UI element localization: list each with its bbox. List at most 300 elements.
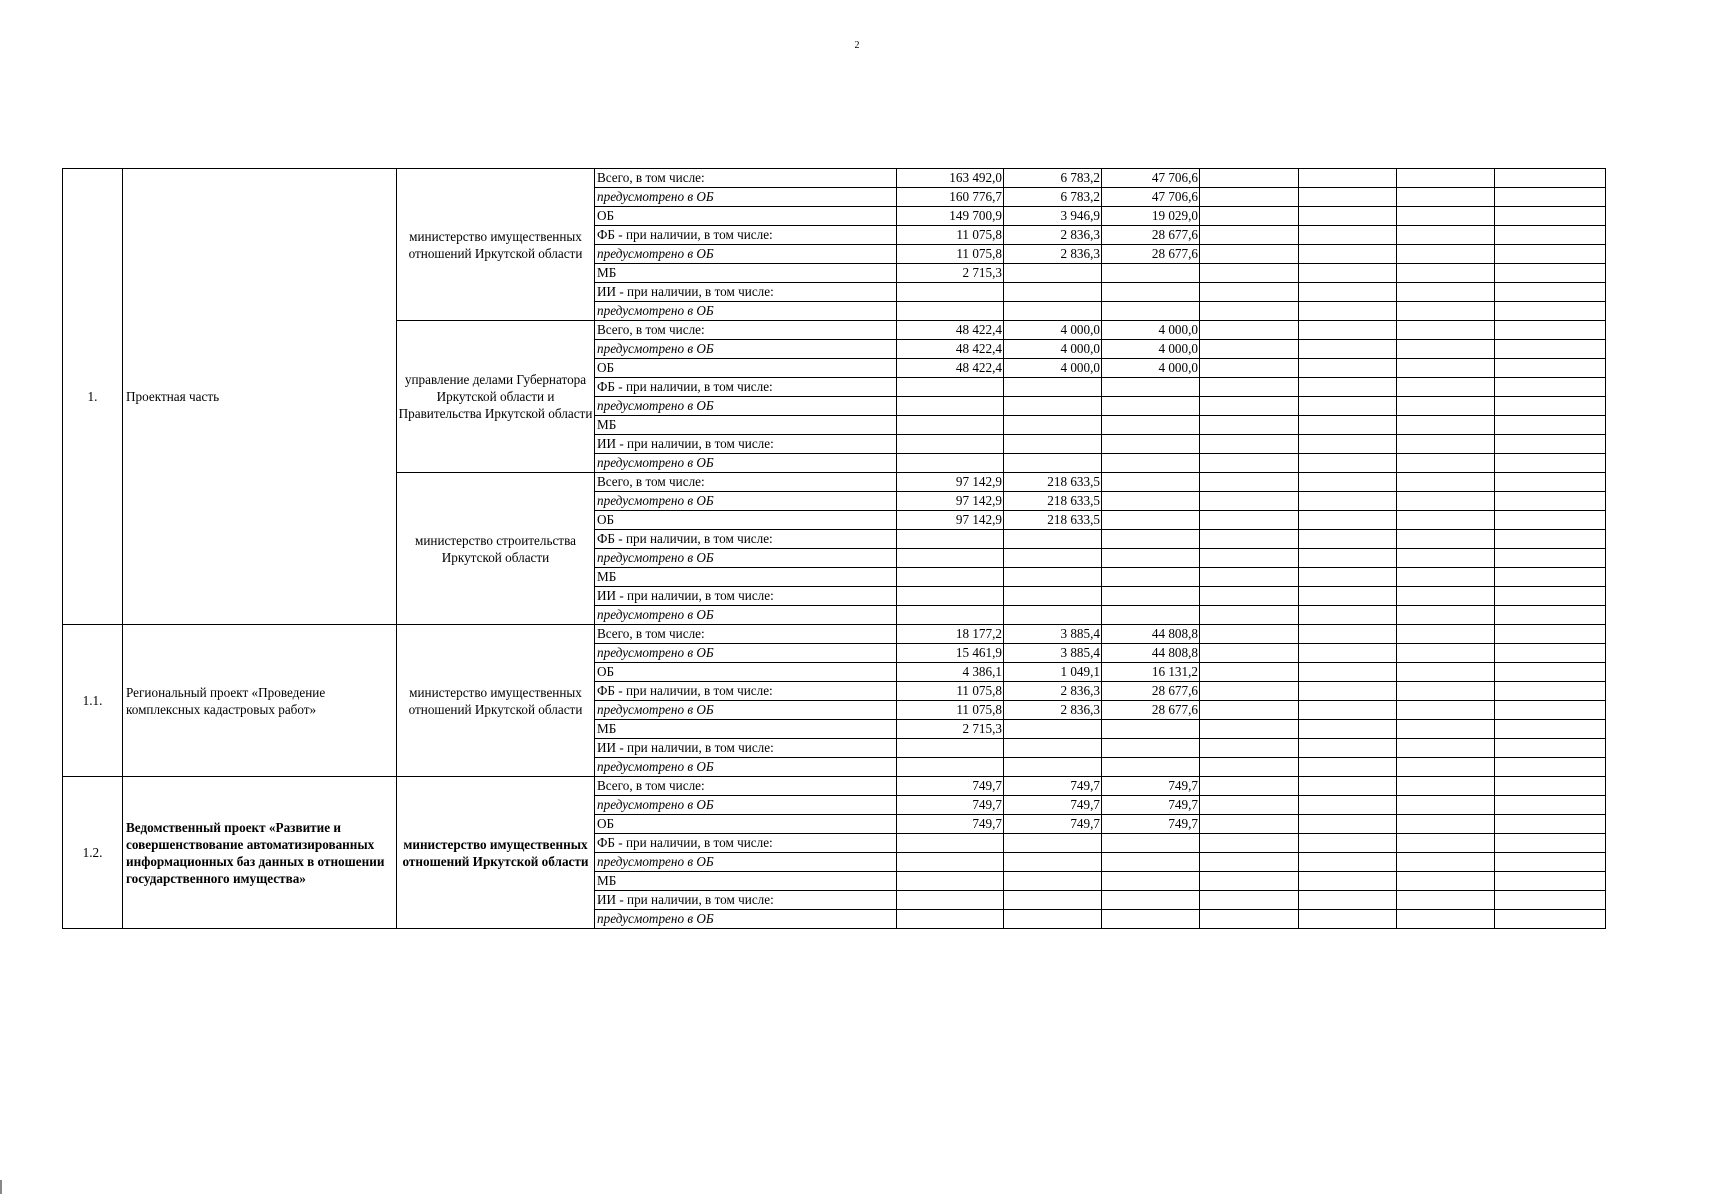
amount-cell: 1 049,1 <box>1004 663 1102 682</box>
amount-cell <box>1397 720 1495 739</box>
amount-cell <box>1495 245 1606 264</box>
amount-cell <box>1004 283 1102 302</box>
amount-cell: 11 075,8 <box>897 226 1004 245</box>
amount-cell <box>1299 473 1397 492</box>
amount-cell <box>1200 720 1299 739</box>
section-name: Региональный проект «Проведение комплексных кадастровых работ» <box>123 625 397 777</box>
table-row <box>63 169 1606 188</box>
amount-cell <box>1397 568 1495 587</box>
amount-cell <box>1299 283 1397 302</box>
amount-cell <box>1495 397 1606 416</box>
amount-cell: 3 885,4 <box>1004 625 1102 644</box>
amount-cell <box>1299 530 1397 549</box>
amount-cell <box>1102 302 1200 321</box>
funding-source: ФБ - при наличии, в том числе: <box>595 226 897 245</box>
amount-cell <box>1102 378 1200 397</box>
amount-cell <box>1495 188 1606 207</box>
amount-cell: 11 075,8 <box>897 682 1004 701</box>
amount-cell <box>1495 701 1606 720</box>
amount-cell: 28 677,6 <box>1102 245 1200 264</box>
amount-cell <box>1397 397 1495 416</box>
amount-cell: 97 142,9 <box>897 511 1004 530</box>
amount-cell <box>897 758 1004 777</box>
amount-cell <box>1004 435 1102 454</box>
funding-source: ОБ <box>595 359 897 378</box>
amount-cell <box>1102 435 1200 454</box>
amount-cell <box>1397 530 1495 549</box>
amount-cell <box>1200 834 1299 853</box>
amount-cell <box>1004 720 1102 739</box>
amount-cell <box>1004 416 1102 435</box>
amount-cell: 47 706,6 <box>1102 169 1200 188</box>
amount-cell <box>1299 492 1397 511</box>
amount-cell <box>1004 587 1102 606</box>
amount-cell <box>1004 891 1102 910</box>
amount-cell <box>1495 891 1606 910</box>
amount-cell <box>1200 625 1299 644</box>
amount-cell <box>897 891 1004 910</box>
amount-cell <box>1299 720 1397 739</box>
amount-cell <box>1102 530 1200 549</box>
amount-cell: 2 715,3 <box>897 720 1004 739</box>
amount-cell <box>1495 549 1606 568</box>
amount-cell <box>1299 758 1397 777</box>
amount-cell <box>1397 169 1495 188</box>
amount-cell <box>1299 435 1397 454</box>
amount-cell <box>1299 796 1397 815</box>
amount-cell: 749,7 <box>1004 815 1102 834</box>
amount-cell <box>1200 454 1299 473</box>
amount-cell <box>1495 340 1606 359</box>
amount-cell <box>1397 701 1495 720</box>
executor-name: управление делами Губернатора Иркутской области и Правительства Иркутской области <box>397 321 595 473</box>
amount-cell <box>1397 188 1495 207</box>
amount-cell <box>1495 454 1606 473</box>
amount-cell <box>897 397 1004 416</box>
amount-cell <box>897 416 1004 435</box>
amount-cell <box>1004 549 1102 568</box>
amount-cell <box>1200 701 1299 720</box>
amount-cell <box>1495 720 1606 739</box>
section-number: 1.2. <box>63 777 123 929</box>
amount-cell <box>1200 226 1299 245</box>
amount-cell <box>1397 378 1495 397</box>
amount-cell <box>1200 397 1299 416</box>
amount-cell <box>1102 872 1200 891</box>
amount-cell <box>1397 245 1495 264</box>
funding-source: ОБ <box>595 815 897 834</box>
amount-cell <box>1200 777 1299 796</box>
amount-cell <box>1299 207 1397 226</box>
amount-cell <box>1299 264 1397 283</box>
amount-cell <box>1102 416 1200 435</box>
funding-source: предусмотрено в ОБ <box>595 245 897 264</box>
amount-cell: 749,7 <box>897 815 1004 834</box>
amount-cell <box>1495 226 1606 245</box>
amount-cell <box>1299 321 1397 340</box>
amount-cell <box>1495 283 1606 302</box>
amount-cell <box>1200 587 1299 606</box>
amount-cell <box>1299 226 1397 245</box>
funding-source: предусмотрено в ОБ <box>595 492 897 511</box>
amount-cell <box>1397 416 1495 435</box>
amount-cell <box>1200 416 1299 435</box>
funding-source: предусмотрено в ОБ <box>595 397 897 416</box>
funding-source: МБ <box>595 264 897 283</box>
amount-cell <box>1200 606 1299 625</box>
amount-cell <box>1397 359 1495 378</box>
amount-cell <box>1004 739 1102 758</box>
amount-cell <box>897 435 1004 454</box>
amount-cell <box>897 910 1004 929</box>
amount-cell: 749,7 <box>897 777 1004 796</box>
amount-cell <box>1397 815 1495 834</box>
funding-source: предусмотрено в ОБ <box>595 606 897 625</box>
amount-cell <box>1299 682 1397 701</box>
funding-source: предусмотрено в ОБ <box>595 758 897 777</box>
funding-source: предусмотрено в ОБ <box>595 796 897 815</box>
amount-cell <box>1299 872 1397 891</box>
funding-source: ФБ - при наличии, в том числе: <box>595 378 897 397</box>
amount-cell: 6 783,2 <box>1004 188 1102 207</box>
amount-cell: 4 000,0 <box>1102 340 1200 359</box>
amount-cell: 749,7 <box>1004 796 1102 815</box>
amount-cell <box>1200 492 1299 511</box>
amount-cell <box>1495 321 1606 340</box>
funding-source: предусмотрено в ОБ <box>595 340 897 359</box>
executor-name: министерство имущественных отношений Иркутской области <box>397 777 595 929</box>
funding-source: Всего, в том числе: <box>595 625 897 644</box>
amount-cell <box>1102 720 1200 739</box>
executor-name: министерство строительства Иркутской области <box>397 473 595 625</box>
section-number: 1. <box>63 169 123 625</box>
funding-source: предусмотрено в ОБ <box>595 910 897 929</box>
funding-source: предусмотрено в ОБ <box>595 701 897 720</box>
amount-cell <box>897 283 1004 302</box>
amount-cell <box>1495 625 1606 644</box>
amount-cell <box>1102 910 1200 929</box>
amount-cell <box>1495 435 1606 454</box>
amount-cell <box>1299 739 1397 758</box>
amount-cell <box>897 549 1004 568</box>
amount-cell <box>1299 568 1397 587</box>
amount-cell <box>1200 245 1299 264</box>
amount-cell <box>1200 739 1299 758</box>
amount-cell <box>1200 302 1299 321</box>
funding-source: МБ <box>595 872 897 891</box>
amount-cell: 48 422,4 <box>897 321 1004 340</box>
amount-cell <box>1299 815 1397 834</box>
amount-cell <box>1299 777 1397 796</box>
funding-source: предусмотрено в ОБ <box>595 188 897 207</box>
amount-cell <box>1200 359 1299 378</box>
amount-cell <box>1495 815 1606 834</box>
amount-cell <box>1495 568 1606 587</box>
amount-cell <box>1495 169 1606 188</box>
amount-cell <box>1200 815 1299 834</box>
amount-cell <box>1299 625 1397 644</box>
amount-cell <box>1495 378 1606 397</box>
amount-cell <box>1397 207 1495 226</box>
funding-source: Всего, в том числе: <box>595 473 897 492</box>
amount-cell <box>1299 416 1397 435</box>
amount-cell <box>1299 302 1397 321</box>
amount-cell: 97 142,9 <box>897 473 1004 492</box>
amount-cell <box>1004 568 1102 587</box>
amount-cell <box>1495 739 1606 758</box>
amount-cell <box>1200 511 1299 530</box>
amount-cell <box>1299 245 1397 264</box>
amount-cell <box>1495 777 1606 796</box>
amount-cell <box>1200 758 1299 777</box>
amount-cell <box>1102 587 1200 606</box>
amount-cell <box>1102 264 1200 283</box>
funding-source: предусмотрено в ОБ <box>595 454 897 473</box>
budget-table <box>62 168 1606 929</box>
amount-cell <box>1200 188 1299 207</box>
amount-cell <box>1397 663 1495 682</box>
amount-cell <box>1200 435 1299 454</box>
amount-cell <box>1299 587 1397 606</box>
executor-name: министерство имущественных отношений Иркутской области <box>397 625 595 777</box>
amount-cell: 6 783,2 <box>1004 169 1102 188</box>
amount-cell <box>1200 340 1299 359</box>
amount-cell <box>1299 454 1397 473</box>
amount-cell <box>1102 606 1200 625</box>
amount-cell <box>1004 378 1102 397</box>
amount-cell <box>1495 910 1606 929</box>
amount-cell <box>1397 682 1495 701</box>
amount-cell <box>1495 587 1606 606</box>
amount-cell <box>897 302 1004 321</box>
amount-cell <box>897 834 1004 853</box>
amount-cell <box>1200 321 1299 340</box>
amount-cell <box>1397 644 1495 663</box>
amount-cell <box>1102 834 1200 853</box>
amount-cell <box>897 530 1004 549</box>
amount-cell <box>1299 891 1397 910</box>
amount-cell <box>1299 549 1397 568</box>
amount-cell <box>1200 644 1299 663</box>
amount-cell: 4 000,0 <box>1004 359 1102 378</box>
amount-cell: 44 808,8 <box>1102 625 1200 644</box>
amount-cell: 48 422,4 <box>897 340 1004 359</box>
amount-cell <box>1004 302 1102 321</box>
amount-cell <box>1102 758 1200 777</box>
amount-cell <box>1397 264 1495 283</box>
funding-source: ФБ - при наличии, в том числе: <box>595 530 897 549</box>
amount-cell <box>1102 511 1200 530</box>
amount-cell <box>1495 359 1606 378</box>
amount-cell: 18 177,2 <box>897 625 1004 644</box>
amount-cell <box>1397 777 1495 796</box>
amount-cell <box>1200 530 1299 549</box>
funding-source: предусмотрено в ОБ <box>595 302 897 321</box>
amount-cell <box>1299 663 1397 682</box>
page-number: 2 <box>854 40 860 51</box>
amount-cell: 4 000,0 <box>1102 321 1200 340</box>
amount-cell: 48 422,4 <box>897 359 1004 378</box>
amount-cell <box>897 454 1004 473</box>
amount-cell <box>1299 188 1397 207</box>
amount-cell <box>1102 492 1200 511</box>
amount-cell: 19 029,0 <box>1102 207 1200 226</box>
amount-cell <box>1004 910 1102 929</box>
amount-cell <box>1299 169 1397 188</box>
amount-cell <box>1102 739 1200 758</box>
amount-cell: 4 000,0 <box>1004 340 1102 359</box>
amount-cell <box>897 378 1004 397</box>
amount-cell: 218 633,5 <box>1004 492 1102 511</box>
amount-cell: 749,7 <box>1004 777 1102 796</box>
amount-cell <box>1200 207 1299 226</box>
amount-cell <box>1200 283 1299 302</box>
amount-cell <box>1299 359 1397 378</box>
amount-cell <box>1004 872 1102 891</box>
amount-cell <box>1102 549 1200 568</box>
amount-cell <box>1397 226 1495 245</box>
funding-source: МБ <box>595 720 897 739</box>
amount-cell <box>1397 321 1495 340</box>
amount-cell: 4 000,0 <box>1102 359 1200 378</box>
amount-cell: 11 075,8 <box>897 701 1004 720</box>
amount-cell <box>1397 758 1495 777</box>
amount-cell <box>1495 302 1606 321</box>
amount-cell <box>1200 264 1299 283</box>
amount-cell <box>1004 454 1102 473</box>
amount-cell: 97 142,9 <box>897 492 1004 511</box>
amount-cell <box>1299 834 1397 853</box>
amount-cell: 2 836,3 <box>1004 682 1102 701</box>
amount-cell <box>1200 910 1299 929</box>
amount-cell <box>1200 853 1299 872</box>
amount-cell <box>1495 473 1606 492</box>
amount-cell: 2 836,3 <box>1004 245 1102 264</box>
table-row <box>63 625 1606 644</box>
amount-cell: 4 000,0 <box>1004 321 1102 340</box>
amount-cell <box>1200 549 1299 568</box>
amount-cell <box>1299 340 1397 359</box>
amount-cell <box>1200 473 1299 492</box>
amount-cell <box>1004 397 1102 416</box>
amount-cell: 160 776,7 <box>897 188 1004 207</box>
amount-cell: 15 461,9 <box>897 644 1004 663</box>
funding-source: ОБ <box>595 511 897 530</box>
amount-cell <box>1397 606 1495 625</box>
amount-cell <box>1004 606 1102 625</box>
amount-cell <box>1495 492 1606 511</box>
amount-cell: 749,7 <box>1102 796 1200 815</box>
funding-source: предусмотрено в ОБ <box>595 644 897 663</box>
table-body <box>63 169 1606 929</box>
amount-cell <box>1495 207 1606 226</box>
amount-cell <box>1200 568 1299 587</box>
amount-cell: 4 386,1 <box>897 663 1004 682</box>
funding-source: Всего, в том числе: <box>595 777 897 796</box>
amount-cell <box>1299 701 1397 720</box>
funding-source: предусмотрено в ОБ <box>595 549 897 568</box>
amount-cell: 2 715,3 <box>897 264 1004 283</box>
funding-source: ИИ - при наличии, в том числе: <box>595 283 897 302</box>
amount-cell: 749,7 <box>1102 777 1200 796</box>
amount-cell <box>897 739 1004 758</box>
amount-cell <box>1397 872 1495 891</box>
amount-cell <box>1397 302 1495 321</box>
amount-cell <box>1200 682 1299 701</box>
amount-cell: 28 677,6 <box>1102 226 1200 245</box>
amount-cell <box>1495 530 1606 549</box>
section-name: Проектная часть <box>123 169 397 625</box>
funding-source: МБ <box>595 416 897 435</box>
amount-cell <box>1102 853 1200 872</box>
funding-source: предусмотрено в ОБ <box>595 853 897 872</box>
funding-source: МБ <box>595 568 897 587</box>
amount-cell <box>897 587 1004 606</box>
funding-source: ИИ - при наличии, в том числе: <box>595 891 897 910</box>
amount-cell <box>1397 796 1495 815</box>
amount-cell <box>1495 511 1606 530</box>
amount-cell <box>1397 891 1495 910</box>
amount-cell <box>1299 606 1397 625</box>
amount-cell <box>1397 492 1495 511</box>
amount-cell: 163 492,0 <box>897 169 1004 188</box>
amount-cell <box>1200 796 1299 815</box>
amount-cell <box>1004 853 1102 872</box>
amount-cell: 44 808,8 <box>1102 644 1200 663</box>
amount-cell <box>1102 397 1200 416</box>
amount-cell <box>897 606 1004 625</box>
amount-cell <box>1004 264 1102 283</box>
funding-source: ИИ - при наличии, в том числе: <box>595 587 897 606</box>
funding-source: ФБ - при наличии, в том числе: <box>595 834 897 853</box>
amount-cell <box>897 568 1004 587</box>
funding-source: ОБ <box>595 207 897 226</box>
funding-source: Всего, в том числе: <box>595 169 897 188</box>
amount-cell <box>1397 910 1495 929</box>
amount-cell: 218 633,5 <box>1004 473 1102 492</box>
amount-cell <box>1397 473 1495 492</box>
amount-cell <box>1200 891 1299 910</box>
amount-cell <box>1495 834 1606 853</box>
amount-cell <box>1299 853 1397 872</box>
amount-cell: 749,7 <box>897 796 1004 815</box>
section-name: Ведомственный проект «Развитие и совершенствование автоматизированных информационных баз данных в отношении государственного имущества» <box>123 777 397 929</box>
amount-cell <box>1397 739 1495 758</box>
amount-cell <box>1495 416 1606 435</box>
amount-cell <box>1495 682 1606 701</box>
amount-cell: 47 706,6 <box>1102 188 1200 207</box>
amount-cell <box>1200 663 1299 682</box>
amount-cell <box>1495 853 1606 872</box>
amount-cell <box>1495 606 1606 625</box>
amount-cell: 2 836,3 <box>1004 701 1102 720</box>
amount-cell <box>1299 644 1397 663</box>
scan-edge-mark <box>0 1180 2 1194</box>
section-number: 1.1. <box>63 625 123 777</box>
amount-cell <box>1495 663 1606 682</box>
amount-cell <box>1397 511 1495 530</box>
funding-source: ИИ - при наличии, в том числе: <box>595 739 897 758</box>
amount-cell: 3 885,4 <box>1004 644 1102 663</box>
amount-cell <box>897 853 1004 872</box>
amount-cell <box>1495 644 1606 663</box>
amount-cell <box>1397 625 1495 644</box>
amount-cell: 3 946,9 <box>1004 207 1102 226</box>
amount-cell: 149 700,9 <box>897 207 1004 226</box>
amount-cell: 28 677,6 <box>1102 682 1200 701</box>
amount-cell <box>1102 473 1200 492</box>
amount-cell: 2 836,3 <box>1004 226 1102 245</box>
